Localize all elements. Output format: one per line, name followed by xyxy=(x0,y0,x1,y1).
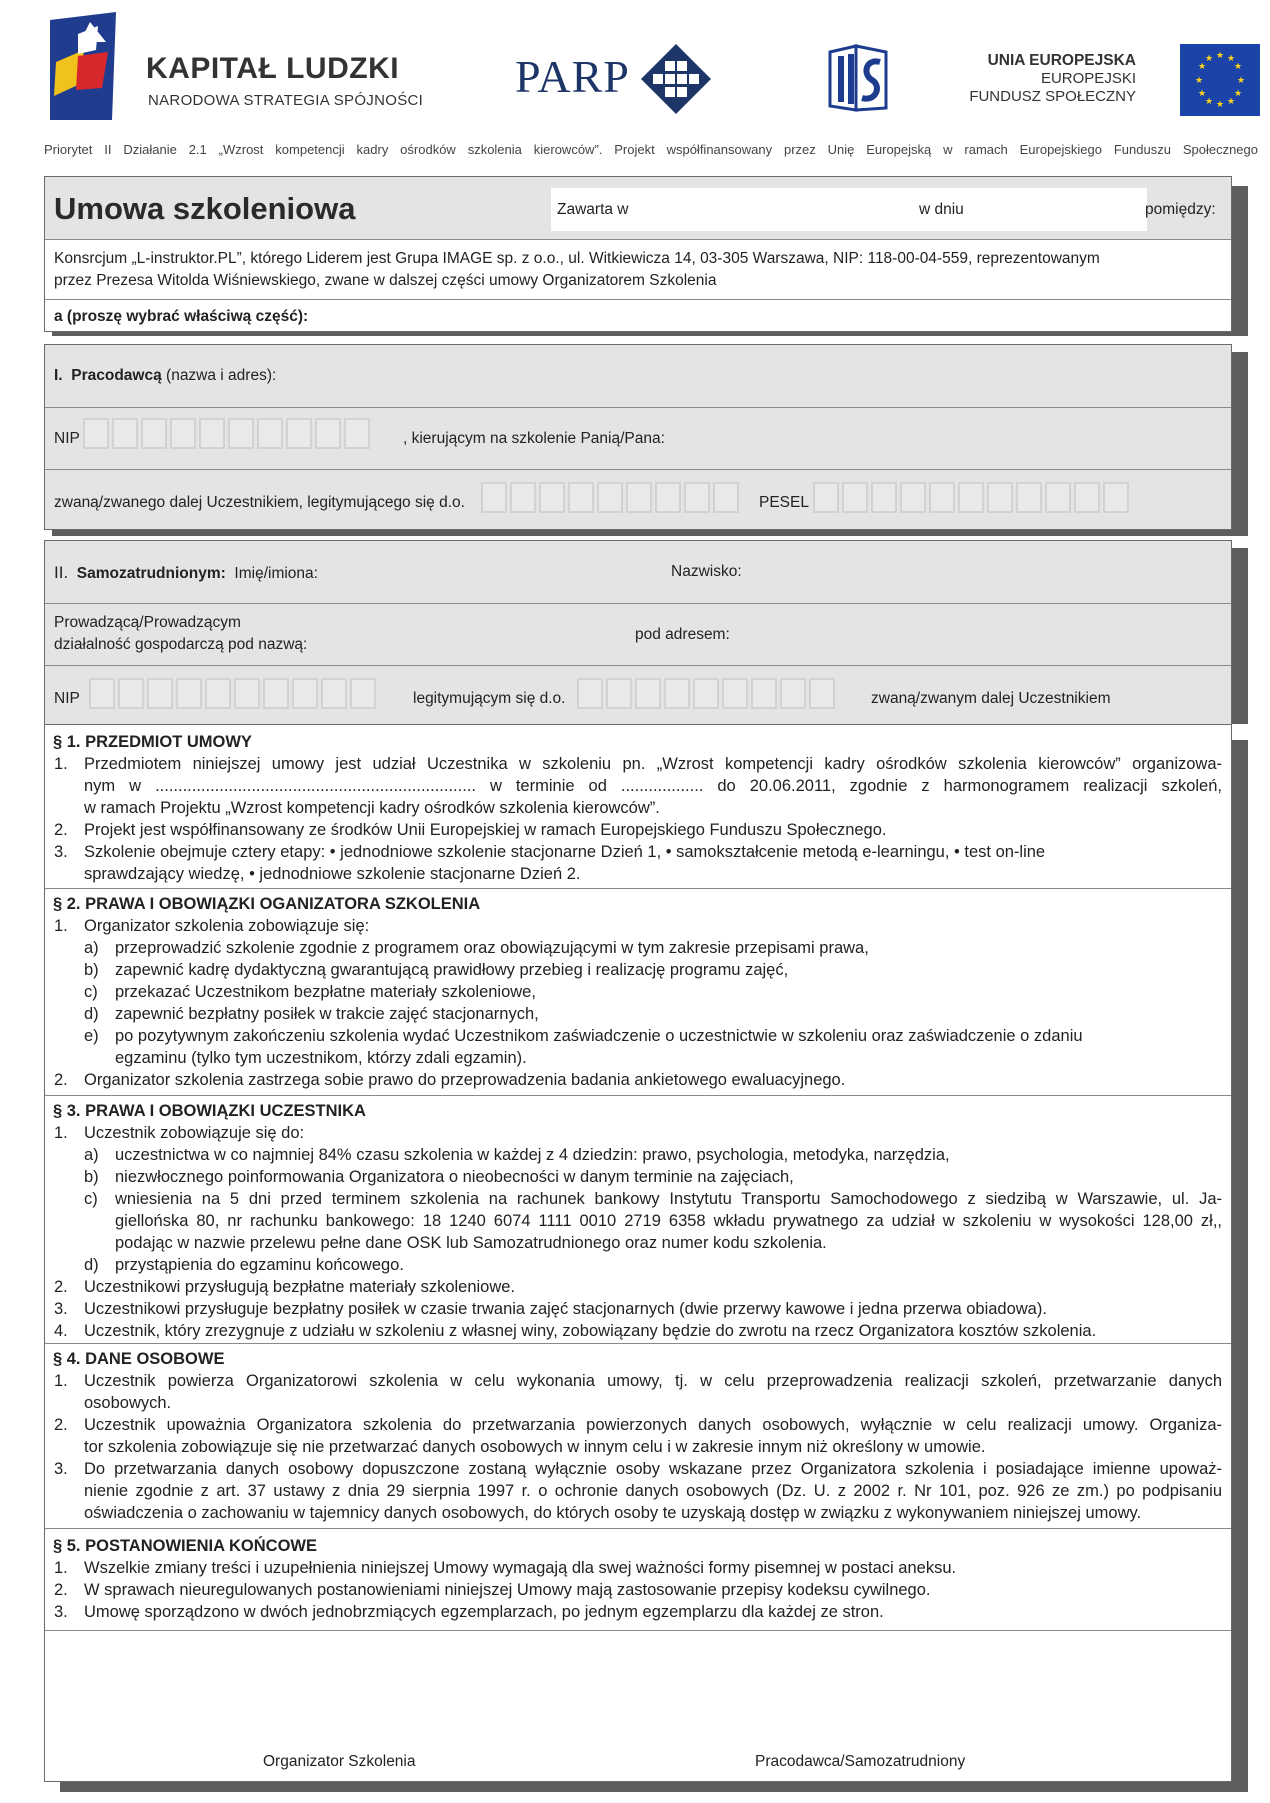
kapital-ludzki-logo xyxy=(50,12,424,122)
eu-line-3: FUNDUSZ SPOŁECZNY xyxy=(969,88,1136,105)
konsorcjum-line-1: Konsrcjum „L-instruktor.PL”, którego Liderem jest Grupa IMAGE sp. z o.o., ul. Witkiewicza 14, 03-305 Warszawa, NIP: 118-00-04-559, reprezentowanym xyxy=(54,250,1100,267)
section-5-heading: § 5. POSTANOWIENIA KOŃCOWE xyxy=(53,1537,318,1555)
s3-line-a: uczestnictwa w co najmniej 84% czasu szkolenia w każdej z 4 dziedzin: prawo, psychologia, metodyka, narzędzia, xyxy=(115,1146,950,1164)
section-4-heading: § 4. DANE OSOBOWE xyxy=(53,1350,225,1368)
list-letter: b) xyxy=(84,961,99,979)
pesel-label: PESEL xyxy=(759,494,809,511)
s2-line-1: Organizator szkolenia zobowiązuje się: xyxy=(84,917,370,935)
zawarta-label: Zawarta w xyxy=(557,201,629,218)
employer-id-boxes[interactable] xyxy=(481,482,742,513)
employer-heading xyxy=(54,367,276,385)
legit-label: legitymującym się d.o. xyxy=(413,690,566,707)
s2-line-a: przeprowadzić szkolenie zgodnie z programem oraz obowiązującymi w tym zakresie przepisami prawa, xyxy=(115,939,869,957)
self-business-row xyxy=(45,603,1231,665)
prowadzaca-line-1: Prowadzącą/Prowadzącym xyxy=(54,614,241,631)
employer-nip-boxes[interactable] xyxy=(83,418,373,449)
list-number: 2. xyxy=(54,1581,68,1599)
list-number: 1. xyxy=(54,1124,68,1142)
eu-logo xyxy=(960,42,1260,122)
s2-line-d: zapewnić bezpłatny posiłek w trakcie zajęć stacjonarnych, xyxy=(115,1005,539,1023)
list-letter: a) xyxy=(84,939,99,957)
list-number: 1. xyxy=(54,1372,68,1390)
list-number: 2. xyxy=(54,1416,68,1434)
employer-nip-row xyxy=(45,407,1231,469)
svg-text:★: ★ xyxy=(1233,62,1243,72)
list-number: 1. xyxy=(54,1559,68,1577)
adres-label: pod adresem: xyxy=(635,626,730,643)
self-heading-num: II. xyxy=(54,563,69,582)
prowadzaca-line-2: działalność gospodarczą pod nazwą: xyxy=(54,636,308,653)
list-number: 2. xyxy=(54,1278,68,1296)
list-number: 2. xyxy=(54,821,68,839)
svg-text:★: ★ xyxy=(1215,51,1225,61)
section-5 xyxy=(45,1528,1231,1620)
svg-text:★: ★ xyxy=(1197,62,1207,72)
list-letter: d) xyxy=(84,1256,99,1274)
s4-line-2a: Uczestnik upoważnia Organizatora szkolenia do przetwarzania powierzonych danych osobowych, wyłącznie w celu realizacji umowy. Organiza- xyxy=(84,1416,1222,1434)
signature-employer-label: Pracodawca/Samozatrudniony xyxy=(755,1753,966,1770)
svg-text:★: ★ xyxy=(1236,76,1246,86)
self-heading xyxy=(54,563,318,583)
list-number: 3. xyxy=(54,1603,68,1621)
section-2-heading: § 2. PRAWA I OBOWIĄZKI OGANIZATORA SZKOLENIA xyxy=(53,895,481,913)
self-employed-frame xyxy=(44,540,1232,726)
self-heading-bold: Samozatrudnionym: xyxy=(76,565,226,582)
eu-logo-text xyxy=(969,52,1136,106)
section-3 xyxy=(45,1095,1231,1343)
page-header xyxy=(0,0,1270,130)
s5-line-2: W sprawach nieuregulowanych postanowieniami niniejszej Umowy mają zastosowanie przepisy kodeksu cywilnego. xyxy=(84,1581,931,1599)
svg-text:★: ★ xyxy=(1204,97,1214,107)
s3-line-c3: podając w nazwie przelewu pełne dane OSK lub Samozatrudnionego oraz numer kodu szkolenia. xyxy=(115,1234,827,1252)
s5-line-3: Umowę sporządzono w dwóch jednobrzmiących egzemplarzach, po jednym egzemplarzu dla każdej ze stron. xyxy=(84,1603,884,1621)
konsorcjum-line-2: przez Prezesa Witolda Wiśniewskiego, zwane w dalszej części umowy Organizatorem Szkolenia xyxy=(54,272,717,289)
self-heading-row xyxy=(45,541,1231,603)
s2-line-b: zapewnić kadrę dydaktyczną gwarantującą prawidłowy przebieg i realizację programu zajęć, xyxy=(115,961,789,979)
s3-line-c2: giellońska 80, nr rachunku bankowego: 18 1240 6074 1111 0010 2719 6358 wkładu prywatnego za udział w szkoleniu w wysokości 128,00 zł,, xyxy=(115,1212,1222,1230)
svg-text:★: ★ xyxy=(1233,89,1243,99)
kapital-ludzki-subtitle: NARODOWA STRATEGIA SPÓJNOŚCI xyxy=(148,92,424,109)
s2-line-2: Organizator szkolenia zastrzega sobie prawo do przeprowadzenia badania ankietowego ewaluacyjnego. xyxy=(84,1071,846,1089)
contract-header-frame xyxy=(44,176,1232,332)
imie-label: Imię/imiona: xyxy=(234,565,318,582)
employer-id-row xyxy=(45,469,1231,531)
s1-line-2: Projekt jest współfinansowany ze środków Unii Europejskiej w ramach Europejskiego Funduszu Społecznego. xyxy=(84,821,887,839)
signature-organizer-label: Organizator Szkolenia xyxy=(263,1753,416,1770)
kierujacym-label: , kierującym na szkolenie Panią/Pana: xyxy=(403,430,665,447)
date-place-field[interactable] xyxy=(551,188,1147,231)
parp-logo xyxy=(515,40,715,120)
s4-line-2b: tor szkolenia zobowiązuje się nie przetwarzać danych osobowych w innym celu i w zakresie innym niż określony w umowie. xyxy=(84,1438,986,1456)
parp-wordmark: PARP xyxy=(515,51,630,102)
section-4 xyxy=(45,1343,1231,1528)
s1-line-3a: Szkolenie obejmuje cztery etapy: • jednodniowe szkolenie stacjonarne Dzień 1, • samokształcenie metodą e-learningu, • test on-line xyxy=(84,843,1046,861)
employer-zwana-label: zwaną/zwanego dalej Uczestnikiem, legitymującego się d.o. xyxy=(54,494,465,511)
s1-line-1b: nym w ...................................................................... w terminie od .................. do 20.06.2011, zgodnie z harmonogramem realizacji szkoleń, xyxy=(84,777,1222,795)
list-number: 1. xyxy=(54,755,68,773)
employer-heading-bold: Pracodawcą xyxy=(71,367,162,384)
its-logo-icon xyxy=(826,44,890,114)
pomiedzy-label: pomiędzy: xyxy=(1145,201,1216,218)
list-number: 1. xyxy=(54,917,68,935)
s4-line-3a: Do przetwarzania danych osobowy dopuszczone zostaną wyłącznie osoby wskazane przez Organizatora szkolenia i posiadające imienne upoważ- xyxy=(84,1460,1222,1478)
self-nip-row xyxy=(45,665,1231,727)
section-2 xyxy=(45,888,1231,1095)
s4-line-1b: osobowych. xyxy=(84,1394,172,1412)
s2-line-c: przekazać Uczestnikom bezpłatne materiały szkoleniowe, xyxy=(115,983,536,1001)
page-title: Umowa szkoleniowa xyxy=(54,191,356,226)
s4-line-1a: Uczestnik powierza Organizatorowi szkolenia w celu wykonania umowy, tj. w celu przeprowadzenia realizacji szkoleń, przetwarzanie danych xyxy=(84,1372,1222,1390)
s3-line-d: przystąpienia do egzaminu końcowego. xyxy=(115,1256,404,1274)
eu-line-1: UNIA EUROPEJSKA xyxy=(987,52,1136,69)
s1-line-1c: w ramach Projektu „Wzrost kompetencji kadry ośrodków szkolenia kierowców”. xyxy=(84,799,660,817)
s3-line-1: Uczestnik zobowiązuje się do: xyxy=(84,1124,305,1142)
title-row xyxy=(45,177,1231,239)
s1-line-3b: sprawdzający wiedzę, • jednodniowe szkolenie stacjonarne Dzień 2. xyxy=(84,865,581,883)
nazwisko-label: Nazwisko: xyxy=(671,563,742,580)
svg-text:★: ★ xyxy=(1204,54,1214,64)
parp-diamond-icon xyxy=(641,44,711,114)
list-letter: b) xyxy=(84,1168,99,1186)
svg-text:★: ★ xyxy=(1215,100,1225,110)
s3-line-4: Uczestnik, który zrezygnuje z udziału w szkoleniu z własnej winy, zobowiązany będzie do zwrotu na rzecz Organizatora kosztów szkolenia. xyxy=(84,1322,1097,1340)
contract-sections xyxy=(44,724,1232,1782)
s1-line-1a: Przedmiotem niniejszej umowy jest udział Uczestnika w szkoleniu pn. „Wzrost kompetencji kadry ośrodków szkolenia kierowców” organizowa- xyxy=(84,755,1222,773)
svg-text:★: ★ xyxy=(1226,54,1236,64)
svg-text:★: ★ xyxy=(1194,76,1204,86)
s3-line-c1: wniesienia na 5 dni przed terminem szkolenia na rachunek bankowy Instytutu Transportu Samochodowego z siedzibą w Warszawie, ul. Ja- xyxy=(115,1190,1222,1208)
employer-frame xyxy=(44,344,1232,530)
self-nip-label: NIP xyxy=(54,690,80,707)
kapital-ludzki-flag-icon xyxy=(50,12,120,120)
list-number: 3. xyxy=(54,1460,68,1478)
pesel-boxes[interactable] xyxy=(813,482,1132,513)
list-number: 3. xyxy=(54,843,68,861)
signature-area[interactable] xyxy=(45,1630,1231,1783)
priority-line: Priorytet II Działanie 2.1 „Wzrost kompetencji kadry ośrodków szkolenia kierowców”. Projekt współfinansowany przez Unię Europejską w ramach Europejskiego Funduszu Społecznego xyxy=(44,142,1258,157)
self-nip-boxes[interactable] xyxy=(89,678,379,709)
section-1 xyxy=(45,725,1231,888)
list-number: 2. xyxy=(54,1071,68,1089)
employer-nip-label: NIP xyxy=(54,430,80,447)
kapital-ludzki-title: KAPITAŁ LUDZKI xyxy=(146,52,400,85)
s5-line-1: Wszelkie zmiany treści i uzupełnienia niniejszej Umowy wymagają dla swej ważności formy pisemnej w postaci aneksu. xyxy=(84,1559,957,1577)
list-letter: d) xyxy=(84,1005,99,1023)
s3-line-3: Uczestnikowi przysługuje bezpłatny posiłek w czasie trwania zajęć stacjonarnych (dwie przerwy kawowe i jedna przerwa obiadowa). xyxy=(84,1300,1047,1318)
s2-line-e1: po pozytywnym zakończeniu szkolenia wydać Uczestnikom zaświadczenie o uczestnictwie w szkoleniu oraz zaświadczenie o zdaniu xyxy=(115,1027,1083,1045)
eu-line-2: EUROPEJSKI xyxy=(1040,70,1136,87)
choose-label: a (proszę wybrać właściwą część): xyxy=(54,308,309,325)
s2-line-e2: egzaminu (tylko tym uczestnikom, którzy zdali egzamin). xyxy=(115,1049,527,1067)
s4-line-3c: oświadczenia o zachowaniu w tajemnicy danych osobowych, do których osoby te uzyskają dostęp w związku z wykonywaniem niniejszej umowy. xyxy=(84,1504,1142,1522)
date-label: w dniu xyxy=(919,201,964,218)
s4-line-3b: nienie zgodnie z art. 37 ustawy z dnia 29 sierpnia 1997 r. o ochronie danych osobowych (Dz. U. z 2002 r. Nr 101, poz. 926 ze zm.) po podpisaniu xyxy=(84,1482,1222,1500)
employer-heading-row xyxy=(45,345,1231,407)
list-letter: e) xyxy=(84,1027,99,1045)
s3-line-b: niezwłocznego poinformowania Organizatora o nieobecności w danym terminie na zajęciach, xyxy=(115,1168,794,1186)
list-number: 3. xyxy=(54,1300,68,1318)
list-letter: c) xyxy=(84,983,98,1001)
svg-text:★: ★ xyxy=(1197,89,1207,99)
employer-heading-num: I. xyxy=(54,367,63,384)
eu-flag-icon xyxy=(1180,44,1260,116)
svg-text:★: ★ xyxy=(1226,97,1236,107)
s3-line-2: Uczestnikowi przysługują bezpłatne materiały szkoleniowe. xyxy=(84,1278,516,1296)
choose-row xyxy=(45,299,1231,333)
list-letter: a) xyxy=(84,1146,99,1164)
section-3-heading: § 3. PRAWA I OBOWIĄZKI UCZESTNIKA xyxy=(53,1102,366,1120)
konsorcjum-row xyxy=(45,239,1231,299)
employer-heading-rest: (nazwa i adres): xyxy=(166,367,277,384)
self-id-boxes[interactable] xyxy=(577,678,838,709)
self-zwana-label: zwaną/zwanym dalej Uczestnikiem xyxy=(871,690,1111,707)
list-number: 4. xyxy=(54,1322,68,1340)
list-letter: c) xyxy=(84,1190,98,1208)
section-1-heading: § 1. PRZEDMIOT UMOWY xyxy=(53,733,252,751)
